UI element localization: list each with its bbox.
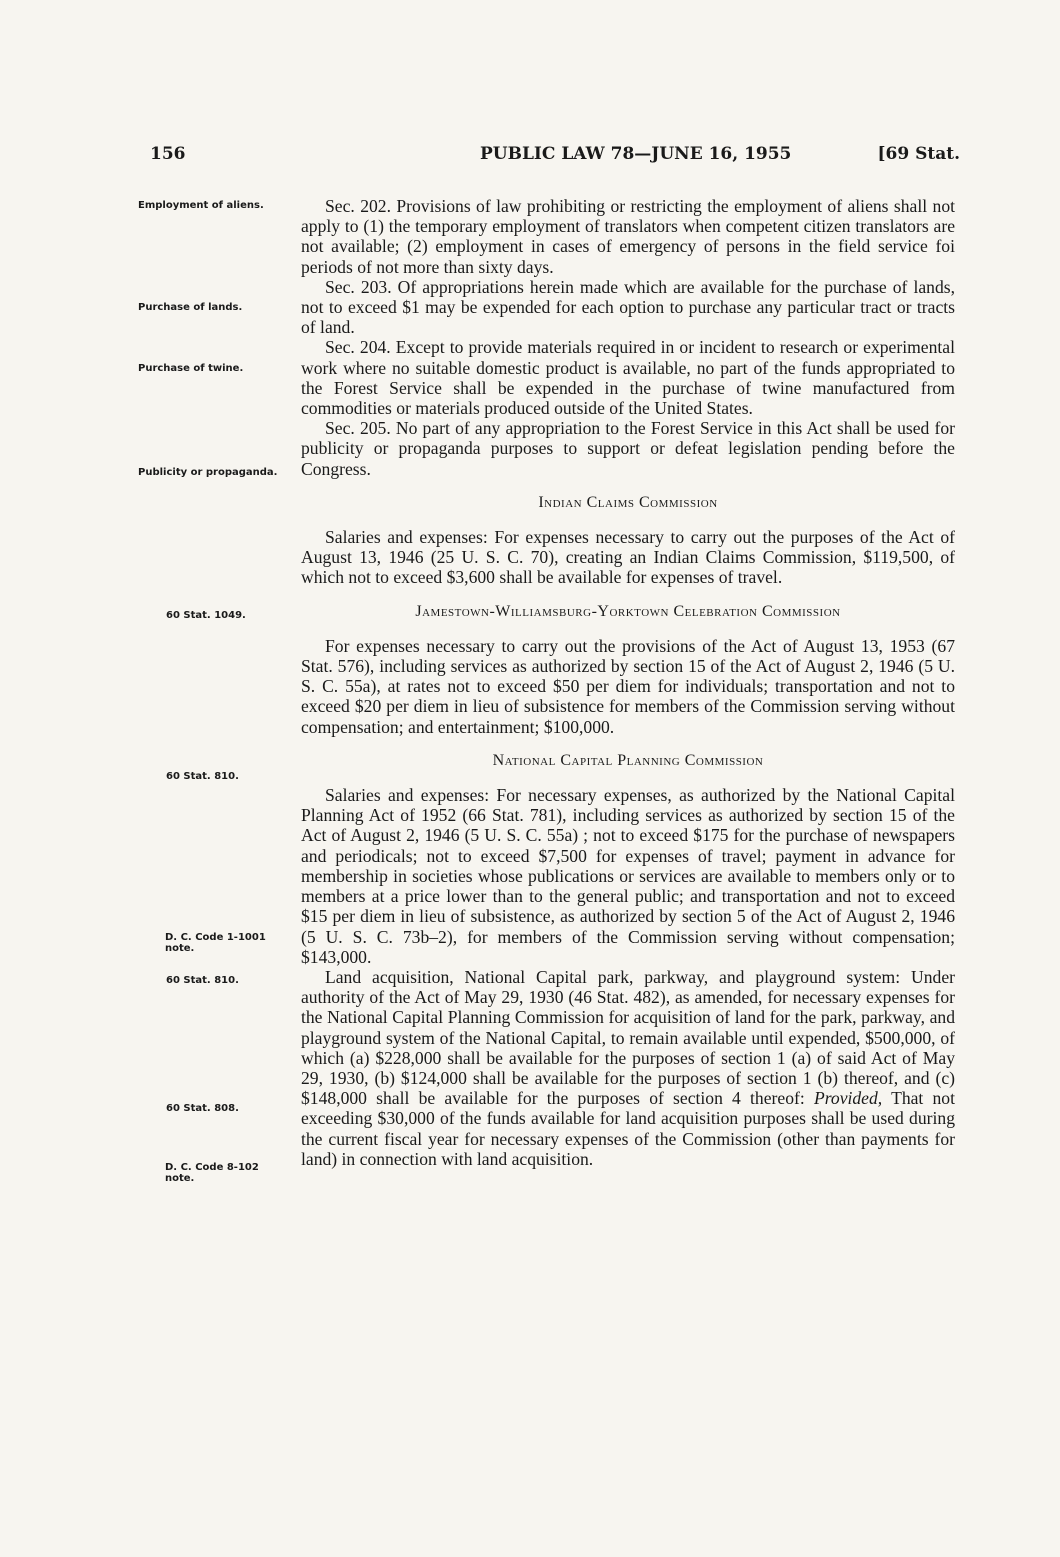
margin-note-twine: Purchase of twine. bbox=[138, 363, 244, 374]
land-text-a: Land acquisition, National Capital park, parkway, and playground system: Under authority of the Act of May 29, 1930 (46 Stat. 482), as amended, for necessary expenses for the National Capital Planning Commission for acquisition of land for the park, parkway, and playground system of the National Capital, to remain available until expended, $500,000, of which (a) $228,000 shall be available for the purposes of section 1 (a) of said Act of May 29, 1930, (b) $124,000 shall be available for the purposes of section 1 (b) thereof, and (c) $148,000 shall be available for the purposes of section 4 thereof: bbox=[301, 966, 955, 1109]
margin-note-dc-code-8: D. C. Code 8-102 note. bbox=[165, 1162, 259, 1184]
section-204: Sec. 204. Except to provide materials required in or incident to research or experimental work where no suitable domestic product is available, no part of the funds appropriated to the Forest Service shall be expended in the purchase of twine manufactured from commodities or materials produced outside of the United States. bbox=[301, 337, 955, 419]
land-text-b: That not exceeding $30,000 of the funds available for land acquisition purposes shall be used during the current fiscal year for necessary expenses of the Commission (other than payments for land) in connection with land acquisition. bbox=[301, 1088, 955, 1169]
ncpc-salaries-text: Salaries and expenses: For necessary expenses, as authorized by the National Capital Planning Act of 1952 (66 Stat. 781), including services as authorized by section 15 of the Act of August 2, 1946 (5 U. S. C. 55a) ; not to exceed $175 for the purchase of newspapers and periodicals; not to exceed $7,500 for expenses of travel; payment in advance for membership in societies whose publications or services are available to members only or to members at a price lower than to the general public; and transportation and not to exceed $15 per diem in lieu of subsistence, as authorized by section 5 of the Act of August 2, 1946 (5 U. S. C. 73b–2), for members of the Commission serving without compensation; $143,000. bbox=[301, 785, 955, 967]
margin-note-lands: Purchase of lands. bbox=[138, 302, 243, 313]
margin-note-stat-808: 60 Stat. 808. bbox=[166, 1103, 239, 1114]
running-title: PUBLIC LAW 78—JUNE 16, 1955 bbox=[480, 144, 792, 164]
margin-note-stat-1049: 60 Stat. 1049. bbox=[166, 610, 246, 621]
margin-note-employment: Employment of aliens. bbox=[138, 200, 264, 211]
provided-term: Provided, bbox=[813, 1088, 883, 1109]
page-header bbox=[150, 144, 960, 174]
margin-note-publicity: Publicity or propaganda. bbox=[138, 467, 278, 478]
heading-indian-claims: Indian Claims Commission bbox=[538, 493, 718, 511]
volume-reference: [69 Stat. bbox=[877, 144, 960, 164]
indian-claims-text: Salaries and expenses: For expenses necessary to carry out the purposes of the Act of August 13, 1946 (25 U. S. C. 70), creating an Indian Claims Commission, $119,500, of which not to exceed $3,600 shall be available for expenses of travel. bbox=[301, 527, 955, 588]
section-202: Sec. 202. Provisions of law prohibiting or restricting the employment of aliens shall not apply to (1) the temporary employment of translators when competent citizen translators are not available; (2) employment in cases of emergency of persons in the field service foi periods of not more than sixty days. bbox=[301, 196, 955, 277]
section-205: Sec. 205. No part of any appropriation to the Forest Service in this Act shall be used for publicity or propaganda purposes to support or defeat legislation pending before the Congress. bbox=[301, 418, 955, 479]
jamestown-text: For expenses necessary to carry out the provisions of the Act of August 13, 1953 (67 Stat. 576), including services as authorized by section 15 of the Act of August 2, 1946 (5 U. S. C. 55a), at rates not to exceed $50 per diem for individuals; transportation and not to exceed $20 per diem in lieu of subsistence for members of the Commission serving without compensation; and entertainment; $100,000. bbox=[301, 635, 955, 737]
page-number: 156 bbox=[150, 144, 186, 164]
margin-note-dc-code-1: D. C. Code 1-1001 note. bbox=[165, 932, 266, 954]
heading-ncpc: National Capital Planning Commission bbox=[492, 751, 764, 769]
margin-note-stat-810: 60 Stat. 810. bbox=[166, 771, 239, 782]
margin-note-stat-810-b: 60 Stat. 810. bbox=[166, 975, 239, 986]
ncpc-land-acquisition bbox=[301, 967, 955, 1169]
main-text-column bbox=[301, 196, 955, 1169]
heading-jamestown: Jamestown-Williamsburg-Yorktown Celebration Commission bbox=[415, 602, 841, 620]
section-203: Sec. 203. Of appropriations herein made which are available for the purchase of lands, not to exceed $1 may be expended for each option to purchase any particular tract or tracts of land. bbox=[301, 276, 955, 338]
